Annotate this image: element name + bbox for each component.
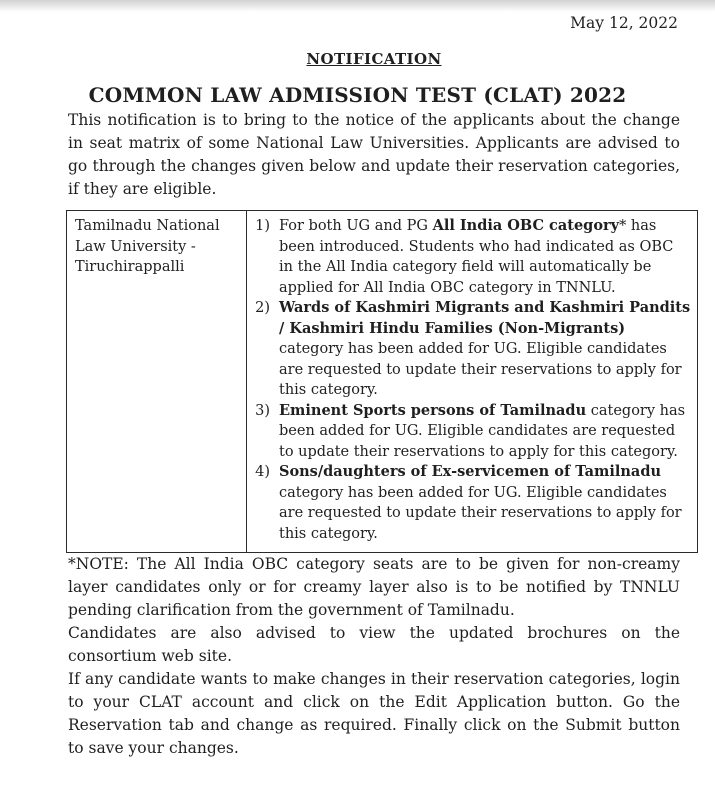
table-row — [67, 211, 698, 553]
university-name-cell: Tamilnadu National Law University - Tiruchirappalli — [67, 211, 247, 553]
page-title: COMMON LAW ADMISSION TEST (CLAT) 2022 — [88, 83, 627, 107]
change-item-text — [279, 298, 691, 401]
change-item-bold: Eminent Sports persons of Tamilnadu — [279, 401, 587, 419]
change-item-1 — [247, 216, 691, 298]
change-item-number: 4) — [255, 464, 270, 480]
change-item-text — [279, 462, 691, 544]
change-item-2 — [247, 298, 691, 401]
change-item-suffix: category has been added for UG. Eligible candidates are requested to update their reservations to apply for this category. — [279, 484, 682, 542]
change-item-suffix: category has been added for UG. Eligible candidates are requested to update their reservations to apply for this category. — [279, 402, 686, 460]
change-item-number: 2) — [255, 300, 270, 316]
change-item-bold: Wards of Kashmiri Migrants and Kashmiri Pandits / Kashmiri Hindu Families (Non-Migrants) — [279, 299, 691, 337]
change-item-prefix: For both UG and PG — [279, 218, 433, 234]
change-item-number: 1) — [255, 218, 270, 234]
document-date: May 12, 2022 — [570, 14, 678, 32]
change-item-suffix: * has been introduced. Students who had indicated as OBC in the All India category field will automatically be applied for All India OBC category in TNNLU. — [279, 218, 674, 296]
universities-table — [66, 210, 698, 553]
change-item-bold: Sons/daughters of Ex-servicemen of Tamilnadu — [279, 463, 661, 480]
change-item-text — [279, 401, 691, 463]
intro-paragraph: This notification is to bring to the notice of the applicants about the change in seat matrix of some National Law Universities. Applicants are advised to go through the changes given below and update their reservation categories, if they are eligible. — [68, 111, 680, 198]
change-item-suffix: category has been added for UG. Eligible candidates are requested to update their reservations to apply for this category. — [279, 341, 682, 398]
brochures-paragraph: Candidates are also advised to view the updated brochures on the consortium web site. — [68, 624, 680, 665]
note-paragraph: *NOTE: The All India OBC category seats are to be given for non-creamy layer candidates only or for creamy layer also is to be notified by TNNLU pending clarification from the government of Tamilnadu. — [68, 555, 680, 619]
changes-cell — [247, 211, 698, 553]
change-item-bold: All India OBC category — [432, 217, 620, 234]
change-item-text — [279, 216, 691, 298]
change-item-number: 3) — [255, 402, 270, 419]
change-list — [247, 216, 691, 544]
instructions-paragraph: If any candidate wants to make changes in their reservation categories, login to your CLAT account and click on the Edit Application button. Go the Reservation tab and change as required. Finally click on the Submit button to save your changes. — [68, 670, 680, 757]
notification-heading: NOTIFICATION — [306, 50, 442, 68]
change-item-4 — [247, 462, 691, 544]
change-item-3 — [247, 401, 691, 463]
